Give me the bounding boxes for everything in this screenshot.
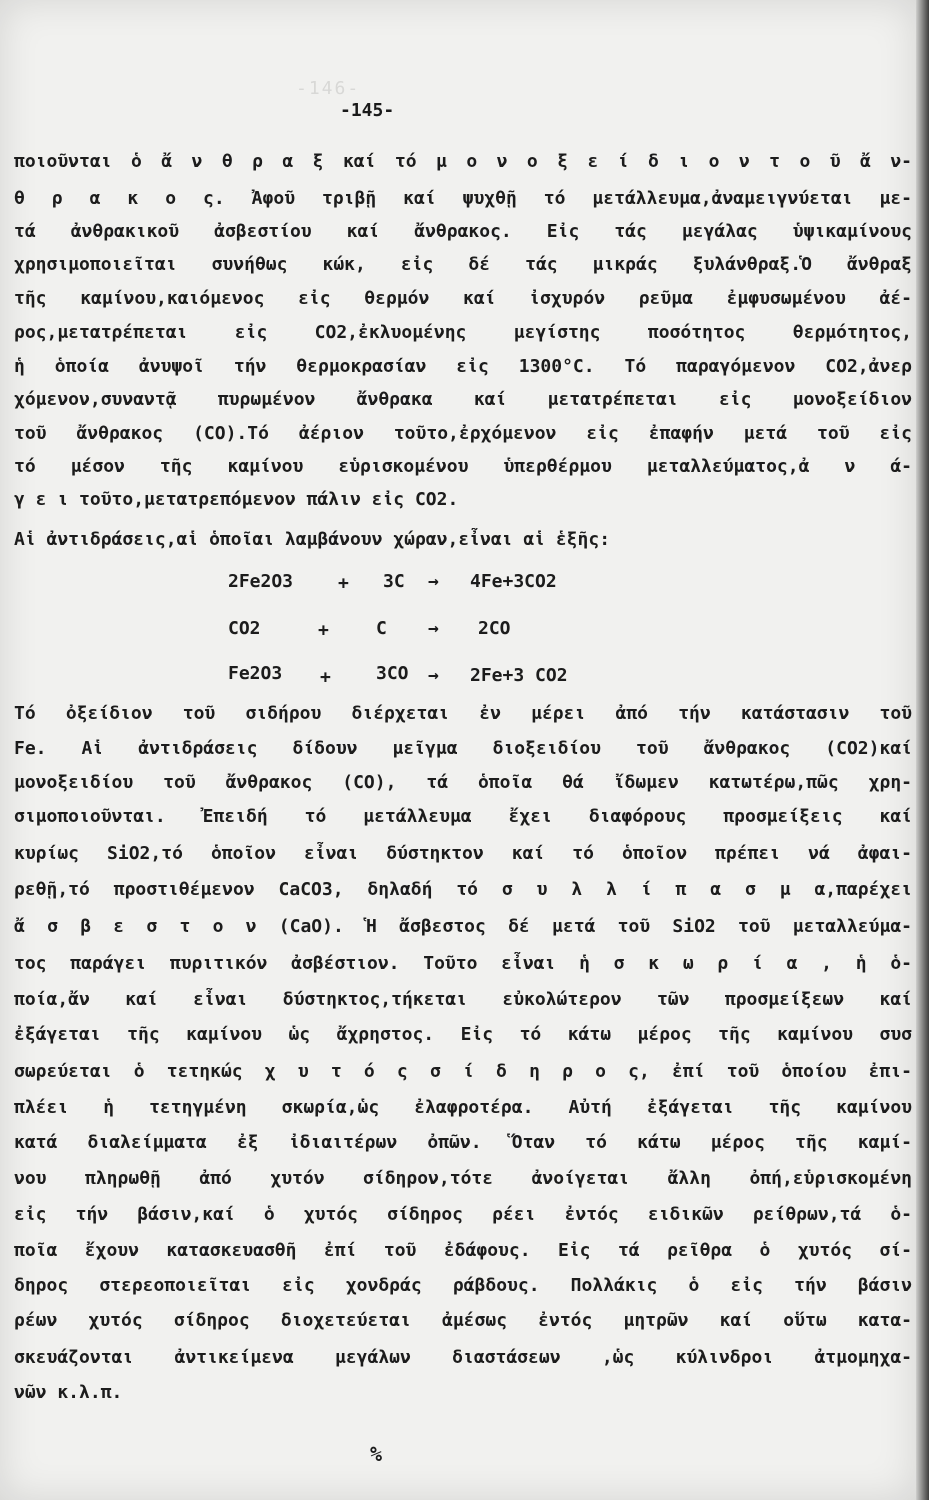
text-line: ποιοῦνται ὁ ἄ ν θ ρ α ξ καί τό μ ο ν ο ξ ε ί δ ι ο ν τ ο ῦ ἄ ν-	[14, 151, 912, 172]
text-line: κατά διαλείμματα ἐξ ἰδιαιτέρων ὀπῶν. Ὅταν τό κάτω μέρος τῆς καμί-	[14, 1132, 912, 1153]
reaction-lhs: Fe2O3	[228, 663, 283, 684]
text-line: δηρος στερεοποιεῖται εἰς χονδράς ράβδους. Πολλάκις ὁ εἰς τήν βάσιν	[14, 1275, 912, 1296]
text-line: τος παράγει πυριτικόν ἀσβέστιον. Τοῦτο εἶναι ἡ σ κ ω ρ ί α , ἡ ὁ-	[14, 953, 912, 974]
text-line: ρέων χυτός σίδηρος διοχετεύεται ἀμέσως ἐντός μητρῶν καί οὕτω κατα-	[14, 1310, 912, 1331]
plus-sign: +	[318, 620, 329, 641]
text-line: κυρίως SiO2,τό ὁποῖον εἶναι δύστηκτον καί τό ὁποῖον πρέπει νά ἀφαι-	[14, 843, 912, 864]
arrow-icon: →	[428, 618, 439, 639]
reaction-products: 2CO	[478, 618, 511, 639]
page-edge-shadow	[916, 0, 929, 1500]
text-line: Τό ὀξείδιον τοῦ σιδήρου διέρχεται ἐν μέρει ἀπό τήν κατάστασιν τοῦ	[14, 703, 912, 724]
text-line: τῆς καμίνου,καιόμενος εἰς θερμόν καί ἰσχυρόν ρεῦμα ἐμφυσωμένου ἀέ-	[14, 288, 912, 309]
text-line: χρησιμοποιεῖται συνήθως κώκ, εἰς δέ τάς μικράς ξυλάνθραξ.Ὁ ἄνθραξ	[14, 254, 912, 275]
text-line: ἡ ὁποία ἀνυψοῖ τήν θερμοκρασίαν εἰς 1300°C. Τό παραγόμενον CO2,ἀνερ	[14, 356, 912, 377]
arrow-icon: →	[428, 571, 439, 592]
plus-sign: +	[338, 573, 349, 594]
reaction-rhs: 3C	[383, 571, 405, 592]
text-line: τά ἀνθρακικοῦ ἀσβεστίου καί ἄνθρακος. Εἰς τάς μεγάλας ὑψικαμίνους	[14, 221, 912, 242]
text-line: ρος,μετατρέπεται εἰς CO2,ἐκλυομένης μεγίστης ποσότητος θερμότητος,	[14, 322, 912, 343]
text-line: νου πληρωθῇ ἀπό χυτόν σίδηρον,τότε ἀνοίγεται ἄλλη ὀπή,εὑρισκομένη	[14, 1168, 912, 1189]
text-line: τό μέσον τῆς καμίνου εὑρισκομένου ὑπερθέρμου μεταλλεύματος,ἀ ν ά-	[14, 456, 912, 477]
text-line: μονοξειδίου τοῦ ἄνθρακος (CO), τά ὁποῖα θά ἴδωμεν κατωτέρω,πῶς χρη-	[14, 772, 912, 793]
plus-sign: +	[320, 667, 331, 688]
text-line: χόμενον,συναντᾷ πυρωμένον ἄνθρακα καί μετατρέπεται εἰς μονοξείδιον	[14, 389, 912, 410]
text-line: σωρεύεται ὁ τετηκώς χ υ τ ό ς σ ί δ η ρ ο ς, ἐπί τοῦ ὁποίου ἐπι-	[14, 1061, 912, 1082]
text-line: θ ρ α κ ο ς. Ἀφοῦ τριβῇ καί ψυχθῇ τό μετάλλευμα,ἀναμειγνύεται με-	[14, 188, 912, 209]
text-line: ρεθῇ,τό προστιθέμενον CaCO3, δηλαδή τό σ υ λ λ ί π α σ μ α,παρέχει	[14, 879, 912, 900]
text-line: ποῖα ἔχουν κατασκευασθῆ ἐπί τοῦ ἐδάφους. Εἰς τά ρεῖθρα ὁ χυτός σί-	[14, 1240, 912, 1261]
footer-mark: %	[370, 1442, 383, 1466]
reactions-intro: Αἱ ἀντιδράσεις,αἱ ὁποῖαι λαμβάνουν χώραν,εἶναι αἱ ἑξῆς:	[14, 529, 611, 550]
text-line: εἰς τήν βάσιν,καί ὁ χυτός σίδηρος ρέει ἐντός ειδικῶν ρείθρων,τά ὁ-	[14, 1204, 912, 1225]
text-line: νῶν κ.λ.π.	[14, 1382, 123, 1403]
text-line: σιμοποιοῦνται. Ἐπειδή τό μετάλλευμα ἔχει διαφόρους προσμείξεις καί	[14, 806, 912, 827]
reaction-products: 2Fe+3 CO2	[470, 665, 568, 686]
reaction-rhs: 3CO	[376, 663, 409, 684]
text-line: σκευάζονται ἀντικείμενα μεγάλων διαστάσεων ,ὡς κύλινδροι ἀτμομηχα-	[14, 1347, 912, 1368]
reaction-lhs: CO2	[228, 618, 261, 639]
text-line: Fe. Αἱ ἀντιδράσεις δίδουν μεῖγμα διοξειδίου τοῦ ἄνθρακος (CO2)καί	[14, 738, 912, 759]
text-line: ἄ σ β ε σ τ ο ν (CaO). Ἡ ἄσβεστος δέ μετά τοῦ SiO2 τοῦ μεταλλεύμα-	[14, 916, 912, 937]
text-line: τοῦ ἄνθρακος (CO).Τό ἀέριον τοῦτο,ἐρχόμενον εἰς ἐπαφήν μετά τοῦ εἰς	[14, 423, 912, 444]
reaction-lhs: 2Fe2O3	[228, 571, 294, 592]
bleed-through-page-number: -146-	[296, 78, 361, 99]
text-line: ποία,ἄν καί εἶναι δύστηκτος,τήκεται εὐκολώτερον τῶν προσμείξεων καί	[14, 989, 912, 1010]
text-line: γ ε ι τοῦτο,μετατρεπόμενον πάλιν εἰς CO2.	[14, 489, 459, 510]
reaction-products: 4Fe+3CO2	[470, 571, 557, 592]
reaction-rhs: C	[376, 618, 387, 639]
text-line: ἐξάγεται τῆς καμίνου ὡς ἄχρηστος. Εἰς τό κάτω μέρος τῆς καμίνου συσ	[14, 1024, 912, 1045]
page-number: -145-	[340, 100, 395, 121]
text-line: πλέει ἡ τετηγμένη σκωρία,ὡς ἐλαφροτέρα. Αὐτή ἐξάγεται τῆς καμίνου	[14, 1097, 912, 1118]
arrow-icon: →	[428, 665, 439, 686]
